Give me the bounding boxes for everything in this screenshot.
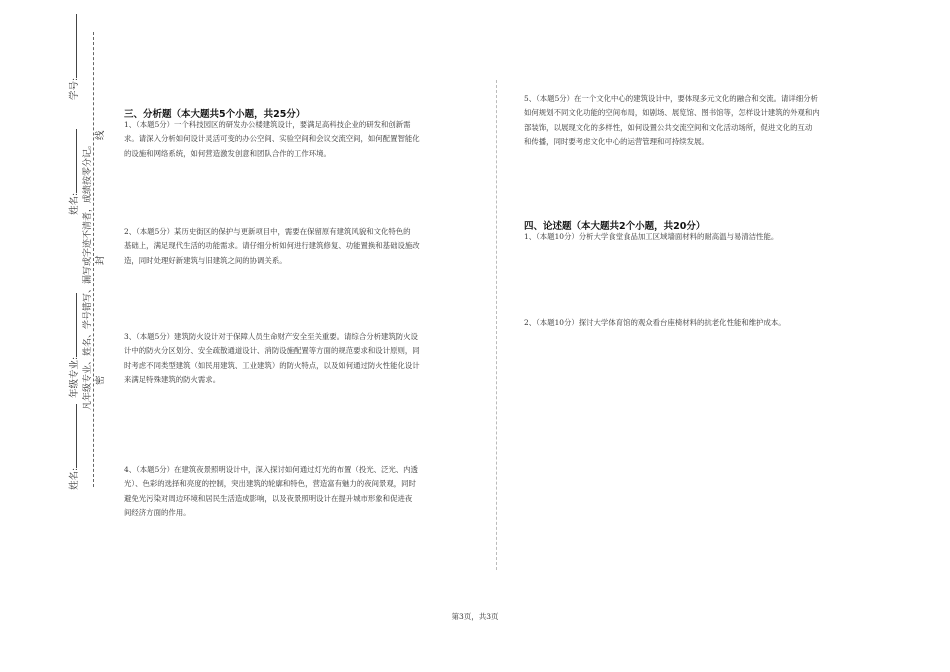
- question-3-line: 来满足特殊建筑的防火需求。: [124, 375, 221, 385]
- question-5-line: 和传播，同时要考虑文化中心的运营管理和可持续发展。: [524, 137, 709, 147]
- question-5-line: 5、（本题5分）在一个文化中心的建筑设计中，要体现多元文化的融合和交流。请详细分析: [524, 94, 818, 103]
- seal-word-xian: 线: [95, 130, 106, 140]
- question-3: [124, 330, 420, 388]
- question-1-line: 的设施和网络系统，如何营造激发创意和团队合作的工作环境。: [124, 148, 331, 158]
- question-4-line: 光）、色彩的选择和亮度的控制，突出建筑的轮廓和特色，营造富有魅力的夜间景观，同时: [124, 479, 416, 489]
- school-blank: [67, 404, 77, 468]
- student-no-label-group: [66, 14, 80, 100]
- name-blank: [67, 129, 77, 193]
- question-5: [524, 92, 820, 150]
- question-2: [124, 225, 420, 268]
- section-four-heading: 四、论述题（本大题共2个小题，共20分）: [524, 221, 706, 232]
- essay-1: 1、（本题10分）分析大学食堂食品加工区域墙面材料的耐高温与易清洁性能。: [524, 232, 779, 241]
- question-3-line: 计中的防火分区划分、安全疏散通道设计、消防设施配置等方面的规范要求和设计原则，同: [124, 346, 420, 356]
- question-3-line: 3、（本题5分）建筑防火设计对于保障人员生命财产安全至关重要。请综合分析建筑防火设: [124, 332, 418, 341]
- seal-word-mi: 密: [95, 375, 106, 385]
- question-4: [124, 463, 418, 521]
- page-number: 第3页，共3页: [451, 612, 499, 621]
- question-4-line: 4、（本题5分）在建筑夜景照明设计中，深入探讨如何通过灯光的布置（投光、泛光、内透: [124, 465, 418, 474]
- column-divider: [496, 80, 497, 570]
- question-2-line: 2、（本题5分）某历史街区的保护与更新项目中，需要在保留原有建筑风貌和文化特色的: [124, 227, 411, 236]
- name-label: 姓名:: [69, 192, 80, 215]
- question-5-line: 如何规划不同文化功能的空间布局，如剧场、展览馆、图书馆等，怎样设计建筑的外观和内: [524, 108, 820, 118]
- question-1: [124, 118, 420, 161]
- name-label-group: [66, 129, 80, 215]
- question-4-line: 避免光污染对周边环境和居民生活造成影响，以及夜景照明设计在提升城市形象和促进夜: [124, 493, 413, 503]
- question-4-line: 间经济方面的作用。: [124, 508, 191, 518]
- essay-2: 2、（本题10分）探讨大学体育馆的观众看台座椅材料的抗老化性能和维护成本。: [524, 318, 786, 327]
- student-no-label: 学号:: [69, 77, 80, 100]
- notice-line: 凡年级专业、姓名、学号错写、漏写或字迹不清者，成绩按零分记。: [83, 139, 93, 410]
- student-no-blank: [67, 14, 77, 78]
- question-2-line: 基础上，满足现代生活的功能需求。请仔细分析如何进行建筑修复、功能置换和基础设施改: [124, 241, 420, 251]
- seal-word-feng: 封: [95, 255, 106, 265]
- question-5-line: 部装饰，以展现文化的多样性，如何设置公共交流空间和文化活动场所，促进文化的互动: [524, 122, 813, 132]
- question-1-line: 1、（本题5分）一个科技园区的研发办公楼建筑设计，要满足高科技企业的研发和创新需: [124, 120, 411, 129]
- grade-major-label: 年级专业:: [69, 356, 80, 398]
- grade-major-label-group: [66, 293, 80, 398]
- question-3-line: 时考虑不同类型建筑（如民用建筑、工业建筑）的防火特点，以及如何通过防火性能化设计: [124, 360, 420, 370]
- binding-margin: [0, 0, 110, 672]
- school-label: 姓名:: [69, 467, 80, 490]
- grade-major-blank: [67, 293, 77, 357]
- question-1-line: 求。请深入分析如何设计灵活可变的办公空间、实验空间和会议交流空间，如何配置智能化: [124, 134, 420, 144]
- school-label-group: [66, 404, 80, 490]
- question-2-line: 造，同时处理好新建筑与旧建筑之间的协调关系。: [124, 255, 287, 265]
- section-three-heading: 三、分析题（本大题共5个小题，共25分）: [124, 109, 306, 120]
